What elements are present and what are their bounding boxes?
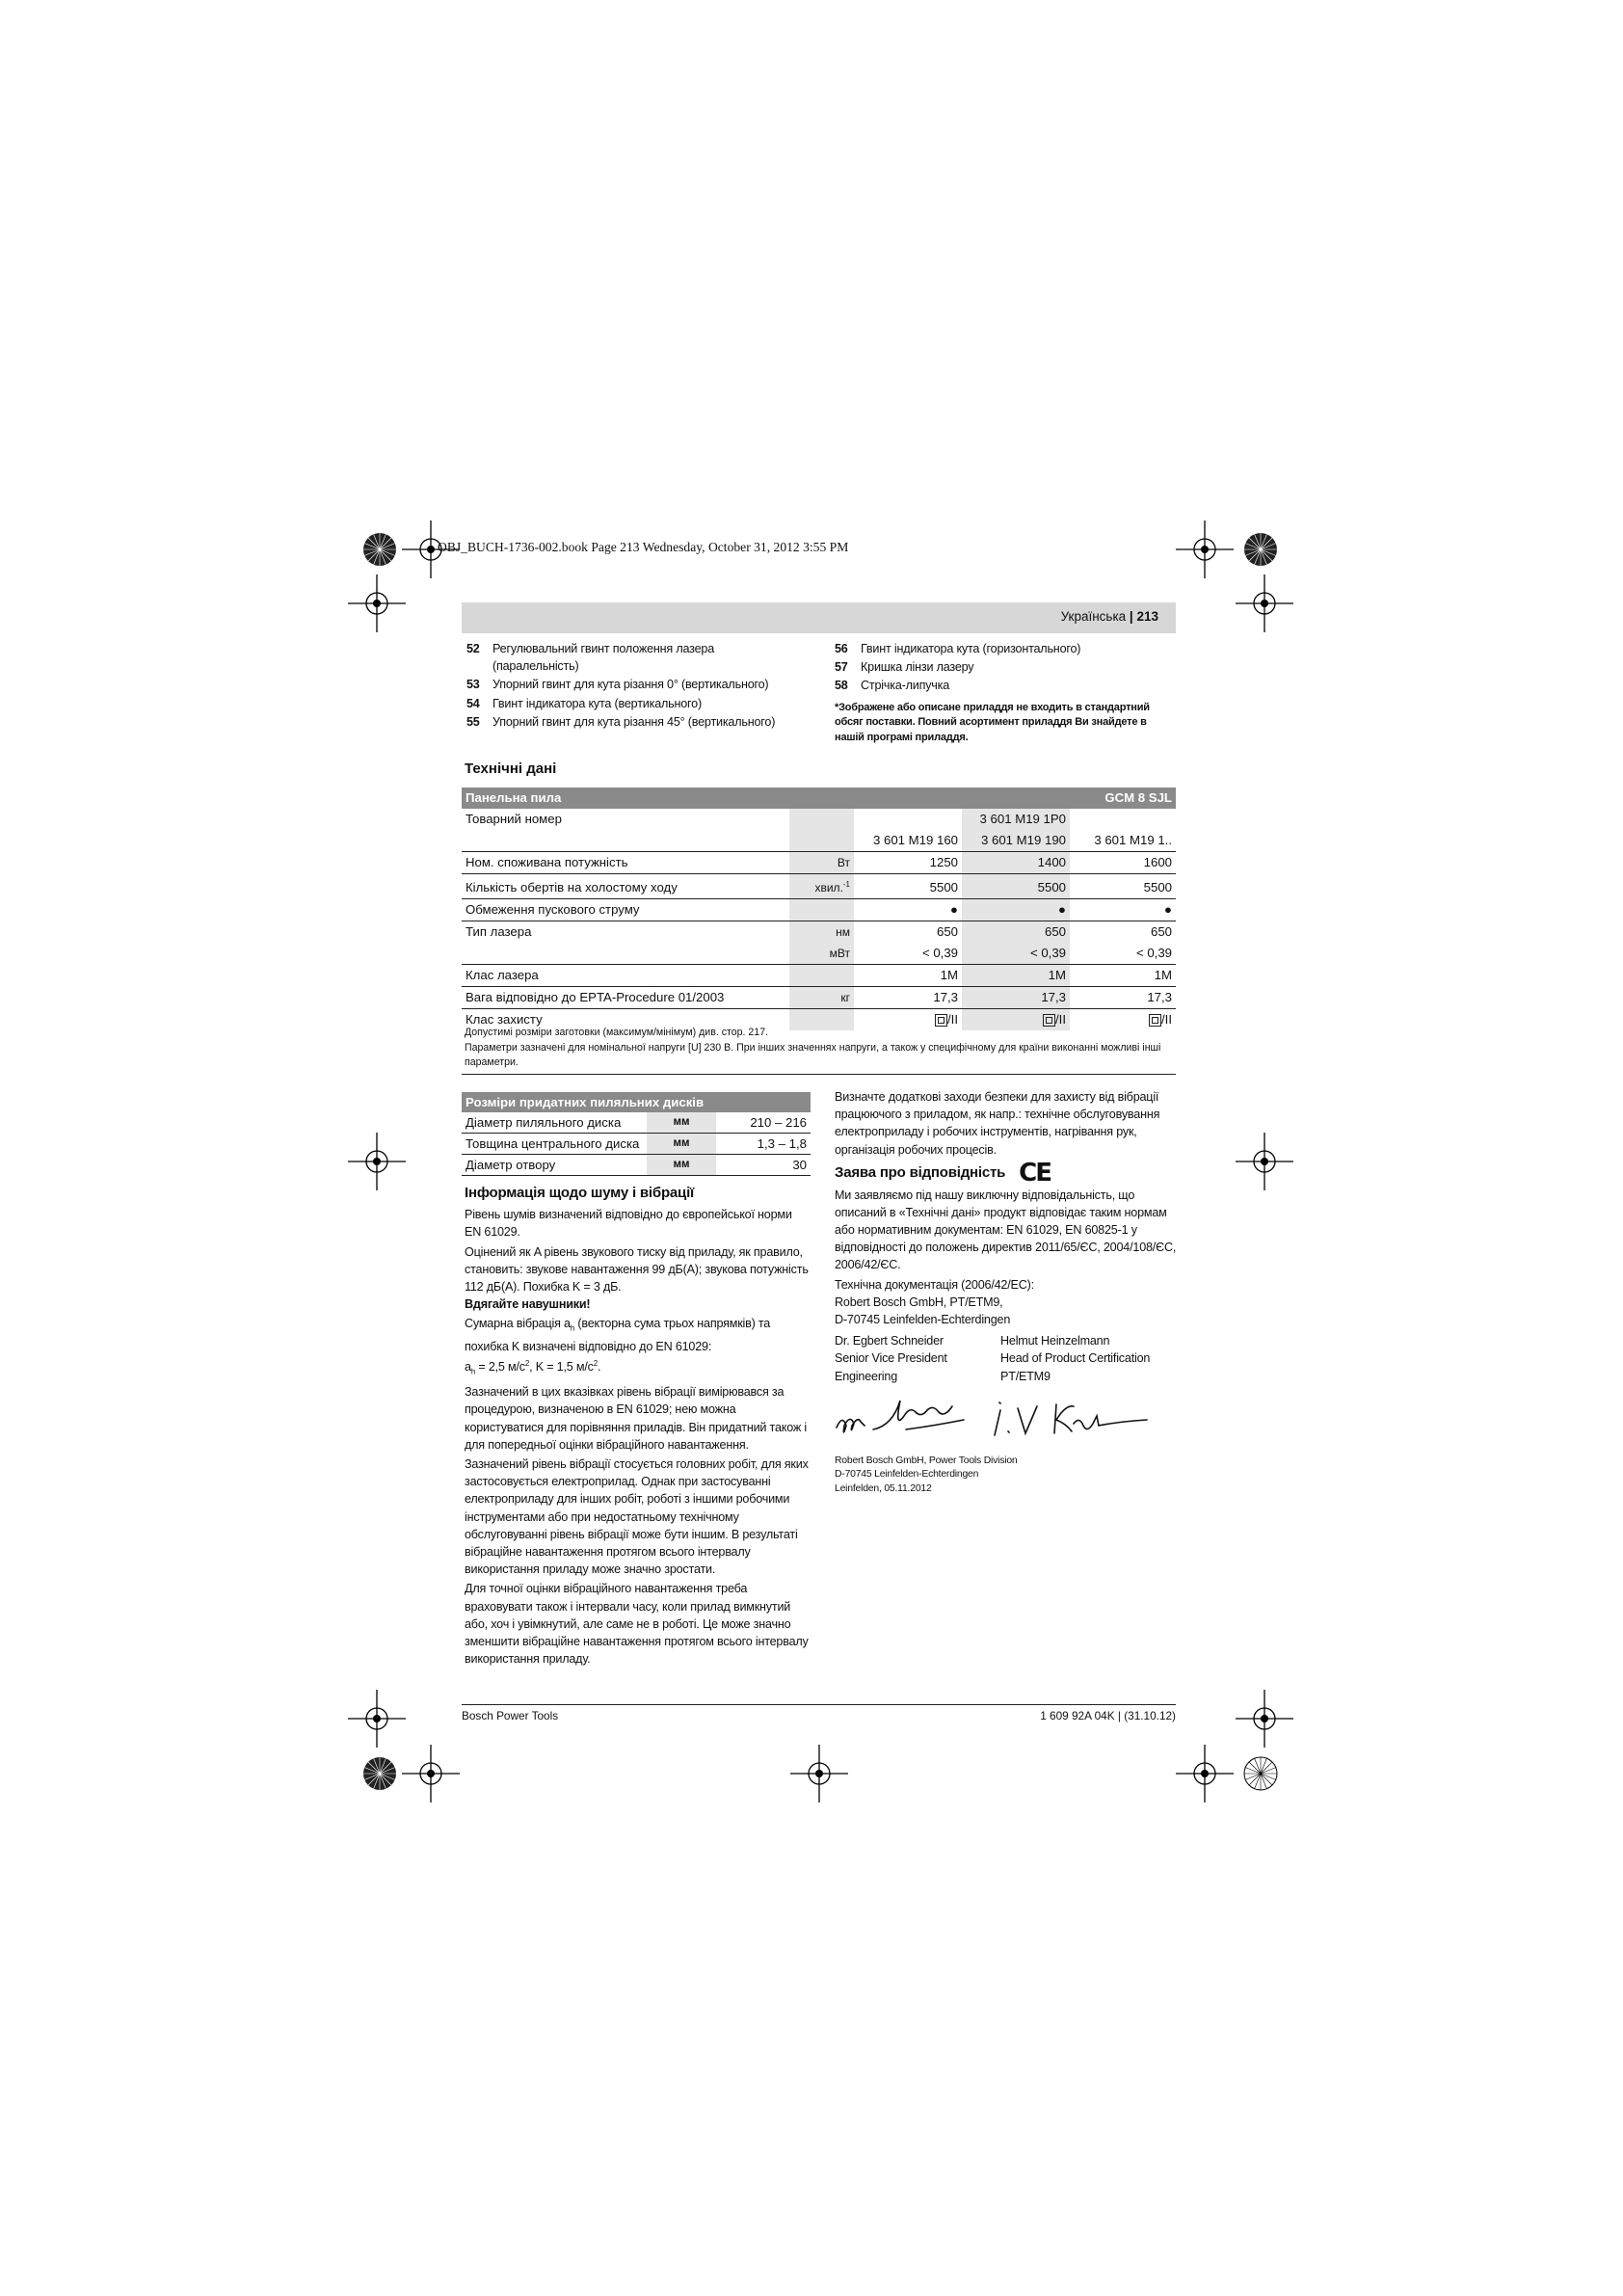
components-list-right [835,640,1172,745]
table-header [462,788,1176,809]
model-name: GCM 8 SJL [1070,788,1176,809]
ce-mark-icon: CE [1019,1159,1051,1188]
components-list-left [466,640,823,732]
table-row: Діаметр отвору мм 30 [462,1155,811,1176]
list-item: 52 Регулювальний гвинт положення лазера (паралельність) [466,642,714,674]
noise-title: Інформація щодо шуму і вібрації [465,1185,695,1201]
table-row: Обмеження пускового струму ● ● ● [462,899,1176,921]
paragraph: Рівень шумів визначений відповідно до європейської норми EN 61029. [465,1208,792,1240]
noise-section [465,1185,810,1670]
list-item: 58 Стрічка-липучка [835,679,950,693]
table-row: Клас захисту /II /II /II [462,1009,1176,1031]
divider [462,1074,1176,1075]
conformity-title: Заява про відповідність [835,1163,1006,1181]
table-row: Вага відповідно до EPTA-Procedure 01/2003 кг 17,3 17,3 17,3 [462,987,1176,1009]
table-row: Клас лазера 1M 1M 1M [462,965,1176,987]
page-header-bar [462,602,1176,633]
paragraph: Технічна документація (2006/42/EC): Robert Bosch GmbH, PT/ETM9, D-70745 Leinfelden-Echterdingen [835,1277,1034,1326]
paragraph: Ми заявляємо під нашу виключну відповідальність, що описаний в «Технічні дані» продукт відповідає таким нормам або нормативним документам: EN 61029, EN 60825-1 у відповідності до положень директив 2011/65/ЄС, 2004/108/ЄС, 2006/42/ЄС. [835,1188,1177,1272]
right-column [835,1088,1177,1496]
paragraph: Зазначений в цих вказівках рівень вібрації вимірювався за процедурою, визначеною в EN 61029; нею можна користуватися для порівняння приладів. Він придатний також і для попередньої оцінки вібраційного навантаження. [465,1385,808,1452]
footer-brand: Bosch Power Tools [462,1709,559,1722]
list-item: 55 Упорний гвинт для кута різання 45° (вертикального) [466,714,776,729]
paragraph: Сумарна вібрація $a_h$ (векторна сума трьох напрямків) та похибка K визначені відповідно до EN 61029: $a_h = 2,5$ $м/с^2$, K = 1,5 $м/с^2$. [465,1317,771,1377]
list-item: 53 Упорний гвинт для кута різання 0° (вертикального) [466,678,769,692]
table-row: 3 601 M19 160 3 601 M19 190 3 601 M19 1.. [462,830,1176,852]
table-row: Товарний номер 3 601 M19 1P0 [462,809,1176,830]
print-slug: OBJ_BUCH-1736-002.book Page 213 Wednesday, October 31, 2012 3:55 PM [438,540,849,554]
page-footer [462,1704,1176,1722]
table-row: Товщина центрального диска мм 1,3 – 1,8 [462,1134,811,1155]
tech-data-notes [465,1026,1176,1071]
table-row: Діаметр пиляльного диска мм 210 – 216 [462,1112,811,1134]
paragraph: Оцінений як A рівень звукового тиску від приладу, як правило, становить: звукове навантаження 99 дБ(A); звукова потужність 112 дБ(A). Похибка K = 3 дБ. Вдягайте навушники! [465,1244,809,1312]
tech-data-title: Технічні дані [465,761,557,777]
blade-dimensions-table [462,1092,811,1176]
list-item: 57 Кришка лінзи лазеру [835,660,974,675]
table-header: Розміри придатних пиляльних дисків [462,1092,811,1112]
company-address: Robert Bosch GmbH, Power Tools Division D-70745 Leinfelden-Echterdingen Leinfelden, 05.11.2012 [835,1455,1018,1494]
accessory-note: *Зображене або описане приладдя не входить в стандартний обсяг поставки. Повний асортимент приладдя Ви знайдете в нашій програмі приладдя. [835,701,1150,743]
handwritten-signatures [835,1391,1177,1449]
list-item: 54 Гвинт індикатора кута (вертикального) [466,696,702,710]
conformity-heading [835,1159,1177,1188]
table-row: мВт < 0,39 < 0,39 < 0,39 [462,943,1176,965]
signatories: Dr. Egbert Schneider Helmut Heinzelmann Senior Vice President Head of Product Certification Engineering PT/ETM9 [835,1334,1151,1383]
footer-doc-number: 1 609 92A 04K | (31.10.12) [1040,1709,1176,1722]
product-name: Панельна пила [462,788,1070,809]
paragraph: Визначте додаткові заходи безпеки для захисту від вібрації працюючого з приладом, як напр.: технічне обслуговування електроприладу і робочих інструментів, нагрівання рук, організація робочих процесів. [835,1090,1160,1157]
note: Допустимі розміри заготовки (максимум/мінімум) див. стор. 217. [465,1027,769,1038]
note: Параметри зазначені для номінальної напруги [U] 230 В. При інших значеннях напруги, а також у специфічному для країни виконанні можливі інші параметри. [465,1041,1161,1068]
table-row: Кількість обертів на холостому ходу хвил.$^{-1}$ 5500 5500 5500 [462,874,1176,899]
paragraph: Для точної оцінки вібраційного навантаження треба враховувати також і інтервали часу, коли прилад вимкнутий або, хоч і увімкнутий, але саме не в роботі. Це може значно зменшити вібраційне навантаження протягом всього інтервалу використання приладу. [465,1582,809,1667]
table-row: Ном. споживана потужність Вт 1250 1400 1600 [462,852,1176,874]
page-header: Українська | 213 [1060,609,1158,624]
list-item: 56 Гвинт індикатора кута (горизонтального) [835,642,1081,655]
paragraph: Зазначений рівень вібрації стосується головних робіт, для яких застосовується електроприлад. Однак при застосуванні електроприладу для інших робіт, роботі з іншими робочими інструментами або при недостатньому технічному обслуговуванні рівень вібрації може бути іншим. В результаті вібраційне навантаження протягом всього інтервалу використання приладу може значно зростати. [465,1457,809,1577]
table-row: Тип лазера нм 650 650 650 [462,921,1176,944]
tech-data-table [462,788,1176,1030]
